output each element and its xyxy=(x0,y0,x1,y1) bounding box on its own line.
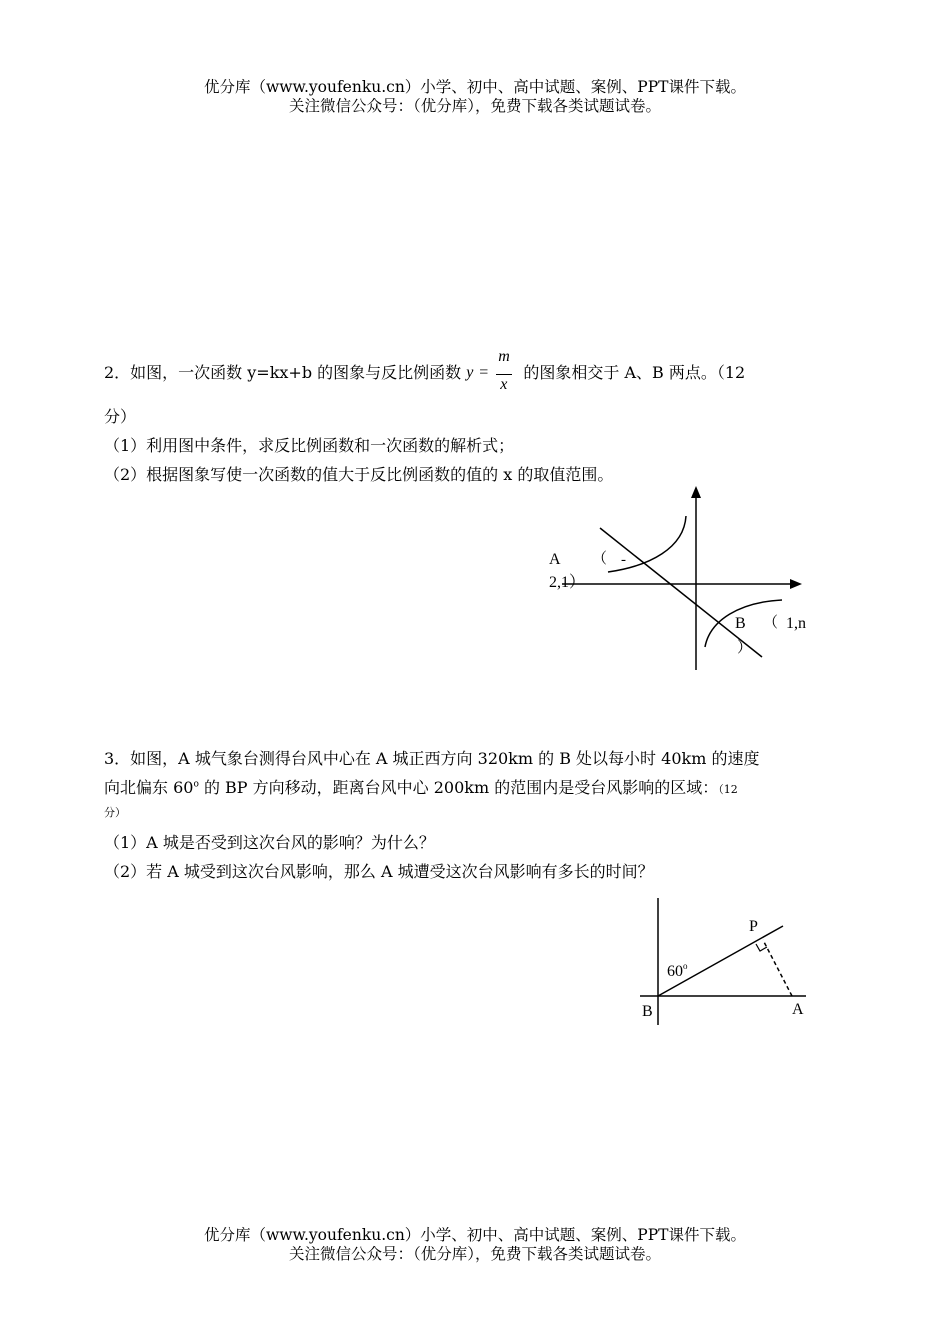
q3-score-cont: 分） xyxy=(104,806,126,819)
formula-denominator: x xyxy=(500,375,508,393)
q3-score-small: （12 xyxy=(718,783,738,796)
q3-sub-question-1: （1）A 城是否受到这次台风的影响？为什么？ xyxy=(104,833,435,852)
label-point-a-minus: - xyxy=(621,552,626,568)
label-p: P xyxy=(749,918,758,935)
formula-numerator: m xyxy=(498,347,510,365)
header-line-1: 优分库（www.youfenku.cn）小学、初中、高中试题、案例、PPT课件下载。 xyxy=(203,78,747,96)
label-point-b-paren: （ xyxy=(763,615,779,631)
formula-y: y xyxy=(466,363,474,381)
label-point-b-coords: 1,n xyxy=(786,615,806,632)
q3-sub-question-2: （2）若 A 城受到这次台风影响，那么 A 城遭受这次台风影响有多长的时间？ xyxy=(104,862,654,881)
perpendicular-dashed-line xyxy=(763,940,792,996)
q3-line-2-b: 的 BP 方向移动，距离台风中心 200km 的范围内是受台风影响的区域： xyxy=(198,778,719,797)
y-axis-arrow xyxy=(691,486,701,498)
x-axis-arrow xyxy=(790,579,802,589)
q2-function-graph xyxy=(540,484,820,679)
line-bp-direction xyxy=(658,926,783,996)
q2-text-after: 的图象相交于 A、B 两点。（12 xyxy=(518,363,746,382)
q2-sub-question-2: （2）根据图象写使一次函数的值大于反比例函数的值的 x 的取值范围。 xyxy=(104,465,614,484)
label-point-a-paren: （ xyxy=(592,551,608,567)
q3-typhoon-diagram xyxy=(630,892,830,1028)
label-point-a: A xyxy=(549,551,561,568)
label-point-a-coords: 2,1） xyxy=(549,574,586,591)
label-a: A xyxy=(792,1001,804,1018)
linear-function-line xyxy=(600,528,762,657)
q2-sub-question-1: （1）利用图中条件，求反比例函数和一次函数的解析式； xyxy=(104,436,515,455)
q2-statement xyxy=(104,347,746,393)
inverse-function-formula xyxy=(466,347,518,393)
footer-line-1: 优分库（www.youfenku.cn）小学、初中、高中试题、案例、PPT课件下载。 xyxy=(203,1226,747,1244)
fraction-bar xyxy=(496,374,512,375)
formula-equals: = xyxy=(479,363,489,381)
label-b: B xyxy=(642,1003,653,1020)
q3-line-1: 3．如图，A 城气象台测得台风中心在 A 城正西方向 320km 的 B 处以每小时 40km 的速度 xyxy=(104,749,760,768)
header-line-2: 关注微信公众号：（优分库），免费下载各类试题试卷。 xyxy=(288,97,661,115)
label-point-b-close: ） xyxy=(737,640,753,656)
label-angle: 60$^o$ xyxy=(667,961,688,980)
q2-text-before: 2．如图，一次函数 y=kx+b 的图象与反比例函数 xyxy=(104,363,467,382)
q3-line-2-a: 向北偏东 60 xyxy=(104,778,194,797)
q3-line-2 xyxy=(104,775,738,798)
footer-line-2: 关注微信公众号：（优分库），免费下载各类试题试卷。 xyxy=(288,1245,661,1263)
degree-sup: o xyxy=(193,779,199,790)
label-point-b: B xyxy=(735,615,746,632)
q2-text-cont: 分） xyxy=(104,407,137,426)
